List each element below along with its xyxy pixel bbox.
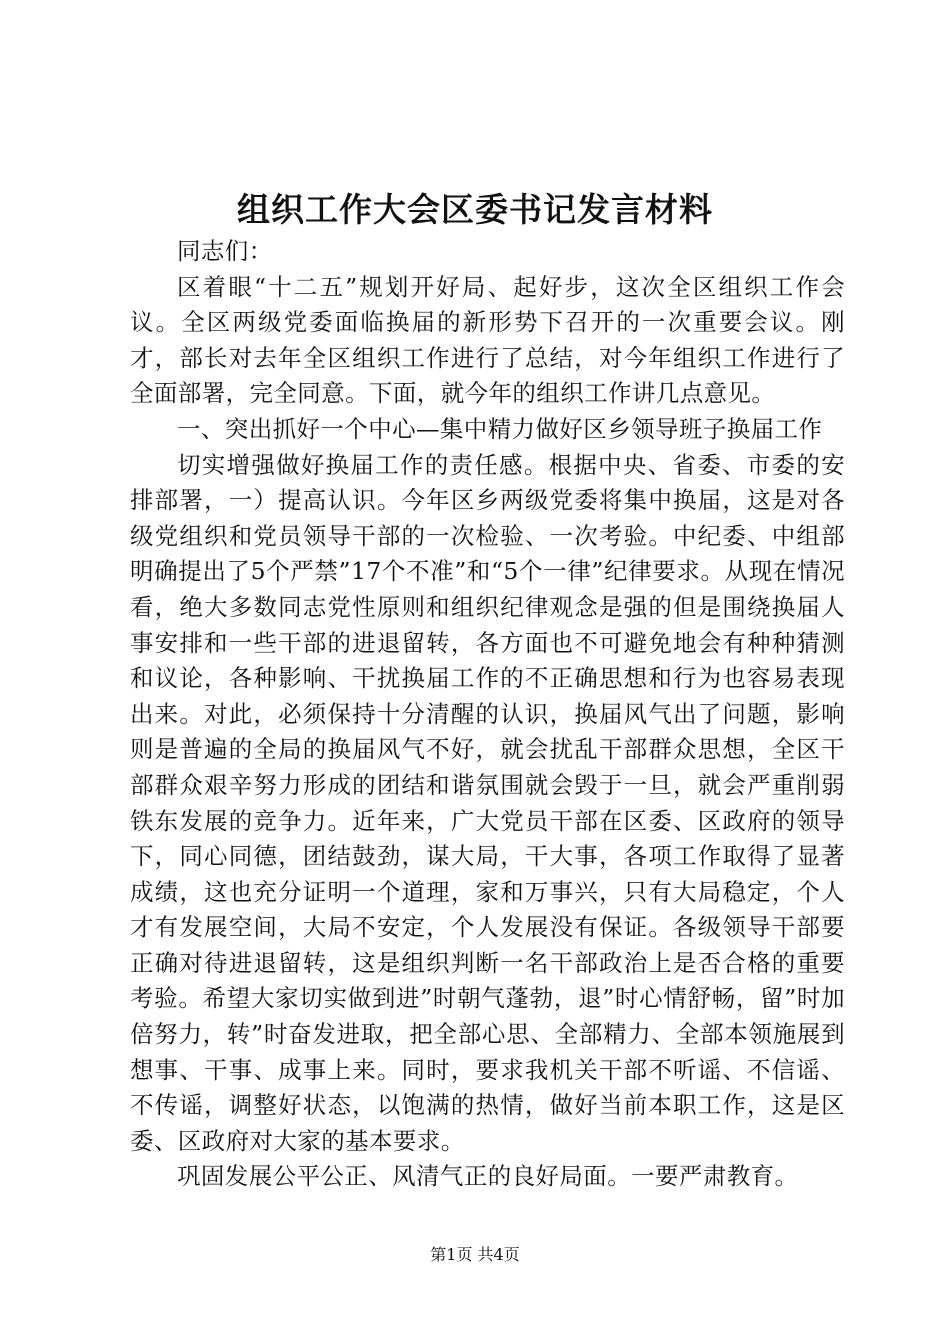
paragraph-responsibility: 切实增强做好换届工作的责任感。根据中央、省委、市委的安排部署，一）提高认识。今年区乡两级党委将集中换届，这是对各级党组织和党员领导干部的一次检验、一次考验。中纪委、中组部明确提出了5个严禁”17个不准”和“5个一律”纪律要求。从现在情况看，绝大多数同志党性原则和组织纪律观念是强的但是围绕换届人事安排和一些干部的进退留转，各方面也不可避免地会有种种猜测和议论，各种影响、干扰换届工作的不正确思想和行为也容易表现出来。对此，必须保持十分清醒的认识，换届风气出了问题，影响则是普遍的全局的换届风气不好，就会扰乱干部群众思想，全区干部群众艰辛努力形成的团结和谐氛围就会毁于一旦，就会严重削弱铁东发展的竞争力。近年来，广大党员干部在区委、区政府的领导下，同心同德，团结鼓劲，谋大局，干大事，各项工作取得了显著成绩，这也充分证明一个道理，家和万事兴，只有大局稳定，个人才有发展空间，大局不安定，个人发展没有保证。各级领导干部要正确对待进退留转，这是组织判断一名干部政治上是否合格的重要考验。希望大家切实做到进”时朝气蓬勃，退”时心情舒畅，留”时加倍努力，转”时奋发进取，把全部心思、全部精力、全部本领施展到想事、干事、成事上来。同时，要求我机关干部不听谣、不信谣、不传谣，调整好状态，以饱满的热情，做好当前本职工作，这是区委、区政府对大家的基本要求。 (130, 450, 845, 1155)
paragraph-consolidate: 巩固发展公平公正、风清气正的良好局面。一要严肃教育。 (177, 1162, 799, 1191)
paragraph-intro: 区着眼“十二五”规划开好局、起好步，这次全区组织工作会议。全区两级党委面临换届的新形势下召开的一次重要会议。刚才，部长对去年全区组织工作进行了总结，对今年组织工作进行了全面部署，完全同意。下面，就今年的组织工作讲几点意见。 (130, 272, 845, 408)
document-body (130, 234, 845, 1195)
document-title: 组织工作大会区委书记发言材料 (237, 190, 713, 229)
page-number: 第1页 共4页 (430, 1245, 520, 1264)
salutation: 同志们： (177, 237, 273, 265)
page-footer (0, 1243, 950, 1267)
section-heading: 一、突出抓好一个中心—集中精力做好区乡领导班子换届工作 (177, 414, 823, 443)
